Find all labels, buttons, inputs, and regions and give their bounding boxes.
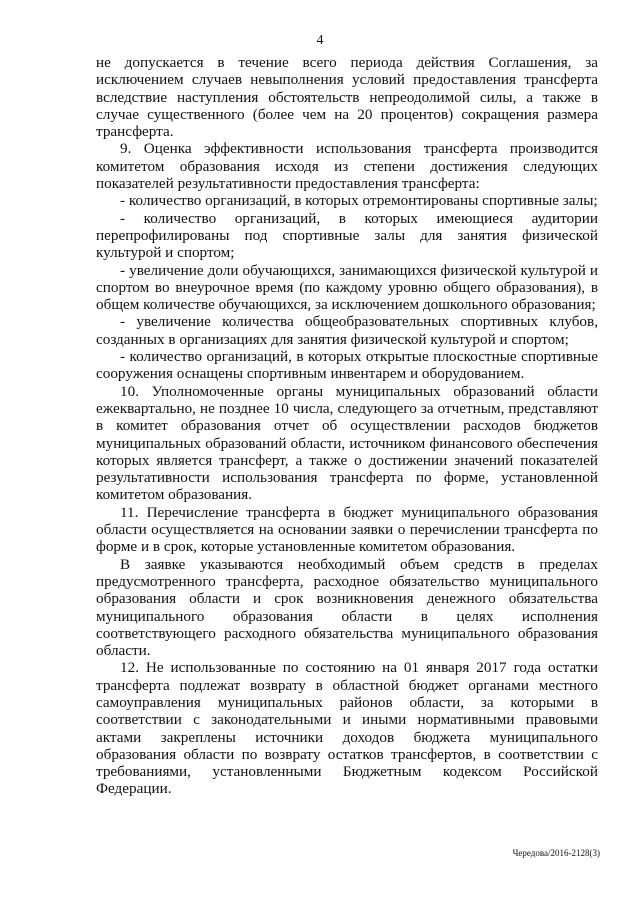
list-item-indicator-3: - увеличение доли обучающихся, занимающихся физической культурой и спортом во внеурочное время (по каждому уровню общего образования), в общем количестве обучающихся, за исключением дошкольного образования;: [96, 261, 598, 314]
list-item-indicator-5: - количество организаций, в которых открытые плоскостные спортивные сооружения оснащены спортивным инвентарем и оборудованием.: [96, 348, 598, 383]
list-item-indicator-1: - количество организаций, в которых отремонтированы спортивные залы;: [120, 192, 598, 210]
list-item-indicator-2: - количество организаций, в которых имеющиеся аудитории перепрофилированы под спортивные залы для занятия физической культурой и спортом;: [96, 209, 598, 262]
page-number: 4: [316, 33, 324, 48]
paragraph-continuation: не допускается в течение всего периода действия Соглашения, за исключением случаев невыполнения условий предоставления трансферта вследствие наступления обстоятельств непреодолимой силы, а также в случае существенного (более чем на 20 процентов) сокращения размера трансферта.: [96, 54, 598, 141]
paragraph-item-11: 11. Перечисление трансферта в бюджет муниципального образования области осуществляется на основании заявки о перечислении трансферта по форме и в срок, которые установленные комитетом образования.: [96, 503, 598, 556]
list-item-indicator-4: - увеличение количества общеобразовательных спортивных клубов, созданных в организациях для занятия физической культурой и спортом;: [96, 313, 598, 348]
document-reference-code: Чередова/2016-2128(3): [512, 848, 600, 858]
paragraph-application: В заявке указываются необходимый объем средств в пределах предусмотренного трансферта, расходное обязательство муниципального образования области и срок возникновения денежного обязательства муниципального образования области в целях исполнения соответствующего расходного обязательства муниципального образования области.: [96, 555, 598, 660]
document-body: [96, 54, 598, 798]
paragraph-item-12: 12. Не использованные по состоянию на 01 января 2017 года остатки трансферта подлежат возврату в областной бюджет органами местного самоуправления муниципальных районов области, за которыми в соответствии с законодательными и иными нормативными правовыми актами закреплены источники доходов бюджета муниципального образования области по возврату остатков трансфертов, в соответствии с требованиями, установленными Бюджетным кодексом Российской Федерации.: [96, 659, 598, 798]
paragraph-item-10: 10. Уполномоченные органы муниципальных образований области ежеквартально, не позднее 10 числа, следующего за отчетным, представляют в комитет образования отчет об осуществлении расходов бюджетов муниципальных образований области, источником финансового обеспечения которых является трансферт, а также о достижении значений показателей результативности использования трансферта по форме, установленной комитетом образования.: [96, 382, 598, 504]
paragraph-item-9: 9. Оценка эффективности использования трансферта производится комитетом образования исходя из степени достижения следующих показателей результативности предоставления трансферта:: [96, 140, 598, 193]
